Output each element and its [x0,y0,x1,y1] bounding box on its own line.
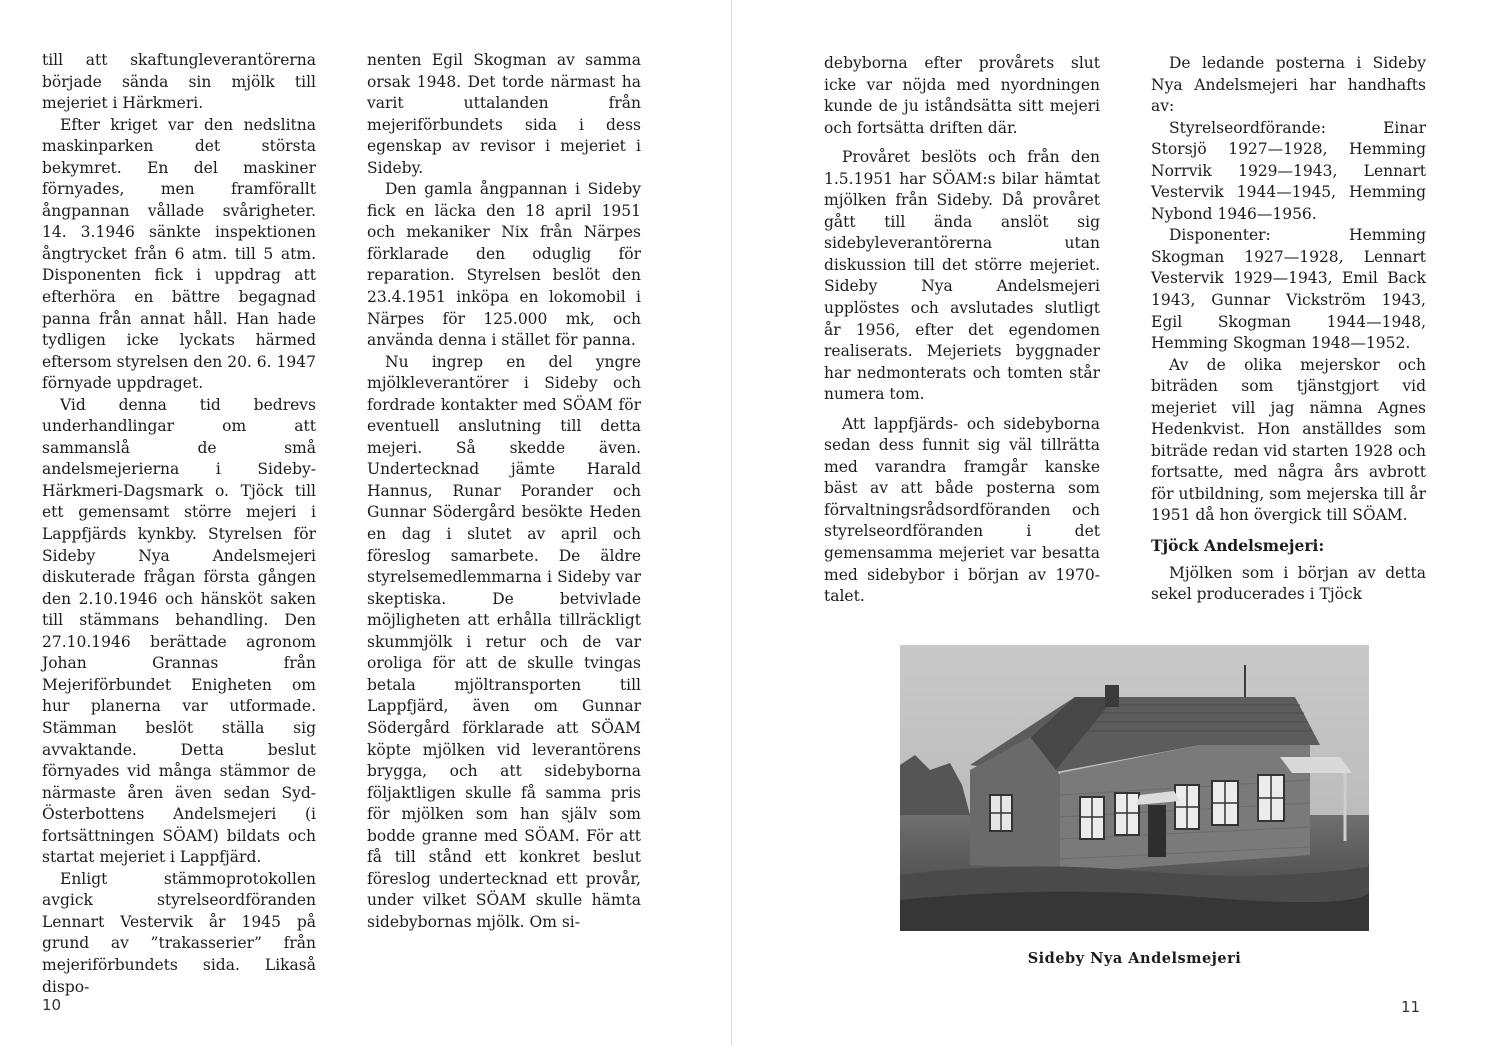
paragraph: Disponenter: Hemming Skogman 1927—1928, Lennart Vestervik 1929—1943, Emil Back 1943, Gunnar Vickström 1943, Egil Skogman 1944—1948, Hemming Skogman 1948—1952. [1151,226,1426,353]
paragraph: Styrelseordförande: Einar Storsjö 1927—1928, Hemming Norrvik 1929—1943, Lennart Vestervik 1944—1945, Hemming Nybond 1946—1956. [1151,118,1426,223]
paragraph: Att lappfjärds- och sidebyborna sedan dess funnit sig väl tillrätta med varandra framgår kanske bäst av att både posterna som förvaltningsrådsordföranden och styrelseordföranden i det gemensamma mejeriet var besatta med sidebybor i början av 1970-talet. [824,414,1100,606]
section-heading: Tjöck Andelsmejeri: [1151,536,1325,556]
left-page-column-1 [42,50,316,998]
dairy-building-photo [900,645,1369,931]
paragraph: till att skaftungleverantörerna började sända sin mjölk till mejeriet i Härkmeri. [42,51,316,113]
page-fold [731,0,732,1045]
paragraph: nenten Egil Skogman av samma orsak 1948. Det torde närmast ha varit uttalanden från mejeriförbundets sida i dess egenskap av revisor i mejeriet i Sideby. [367,51,641,177]
left-page-column-2 [367,50,641,933]
paragraph: Enligt stämmoprotokollen avgick styrelseordföranden Lennart Vestervik år 1945 på grund av ”trakasserier” från mejeriförbundets sida. Likaså dispo- [42,869,316,996]
photo-caption: Sideby Nya Andelsmejeri [1027,950,1242,967]
paragraph: debyborna efter provårets slut icke var nöjda med nyordningen kunde de ju iståndsätta sitt mejeri och fortsätta driften där. [824,54,1100,137]
page-number-right: 11 [1401,998,1421,1016]
paragraph: Efter kriget var den nedslitna maskinparken det största bekymret. En del maskiner förnyades, men framförallt ångpannan vållade svårigheter. 14. 3.1946 sänkte inspektionen ångtrycket från 6 atm. till 5 atm. Disponenten fick i uppdrag att efterhöra en bättre begagnad panna från annat håll. Han hade tydligen icke lyckats härmed eftersom styrelsen den 20. 6. 1947 förnyade uppdraget. [42,115,316,393]
page-number-left: 10 [42,996,62,1014]
paragraph: Mjölken som i början av detta sekel producerades i Tjöck [1151,563,1426,604]
right-page-column-1 [824,53,1100,608]
right-page-column-2 [1151,53,1426,606]
paragraph: Den gamla ångpannan i Sideby fick en läcka den 18 april 1951 och mekaniker Nix från Närpes förklarade den oduglig för reparation. Styrelsen beslöt den 23.4.1951 inköpa en lokomobil i Närpes för 125.000 mk, och använda denna i stället för panna. [367,180,641,350]
paragraph: Nu ingrep en del yngre mjölkleverantörer i Sideby och fordrade kontakter med SÖAM för eventuell anslutning till detta mejeri. Så skedde även. Undertecknad jämte Harald Hannus, Runar Porander och Gunnar Södergård besökte Heden en dag i slutet av april och föreslog samarbete. De äldre styrelsemedlemmarna i Sideby var skeptiska. De betvivlade möjligheten att erhålla tillräckligt skummjölk i retur och de var oroliga för att de skulle tvingas betala mjöltransporten till Lappfjärd, även om Gunnar Södergård förklarade att SÖAM köpte mjölken vid leverantörens brygga, och att sidebyborna följaktligen skulle få samma pris för mjölken som han själv som bodde granne med SÖAM. För att få till stånd ett konkret beslut föreslog undertecknad ett provår, under vilket SÖAM skulle hämta sidebybornas mjölk. Om si- [367,352,641,931]
paragraph: Vid denna tid bedrevs underhandlingar om att sammanslå de små andelsmejerierna i Sideby-Härkmeri-Dagsmark o. Tjöck till ett gemensamt större mejeri i Lappfjärds kynkby. Styrelsen för Sideby Nya Andelsmejeri diskuterade frågan första gången den 2.10.1946 och hänsköt saken till stämmans behandling. Den 27.10.1946 berättade agronom Johan Grannas från Mejeriförbundet Enigheten om hur planerna var utformade. Stämman beslöt ställa sig avvaktande. Detta beslut förnyades vid många stämmor de närmaste åren även sedan Syd-Österbottens Andelsmejeri (i fortsättningen SÖAM) bildats och startat mejeriet i Lappfjärd. [42,395,316,867]
paragraph: Av de olika mejerskor och biträden som tjänstgjort vid mejeriet vill jag nämna Agnes Hedenkvist. Hon anställdes som biträde redan vid starten 1928 och fortsatte, med några års avbrott för utbildning, som mejerska till år 1951 då hon övergick till SÖAM. [1151,355,1426,525]
paragraph: De ledande posterna i Sideby Nya Andelsmejeri har handhafts av: [1151,54,1426,116]
paragraph: Provåret beslöts och från den 1.5.1951 har SÖAM:s bilar hämtat mjölken från Sideby. Då provåret gått till ända anslöt sig sidebyleverantörerna utan diskussion till det större mejeriet. Sideby Nya Andelsmejeri upplöstes och avslutades slutligt år 1956, efter det egendomen realiserats. Mejeriets byggnader har nedmonterats och tomten står numera tom. [824,148,1100,404]
